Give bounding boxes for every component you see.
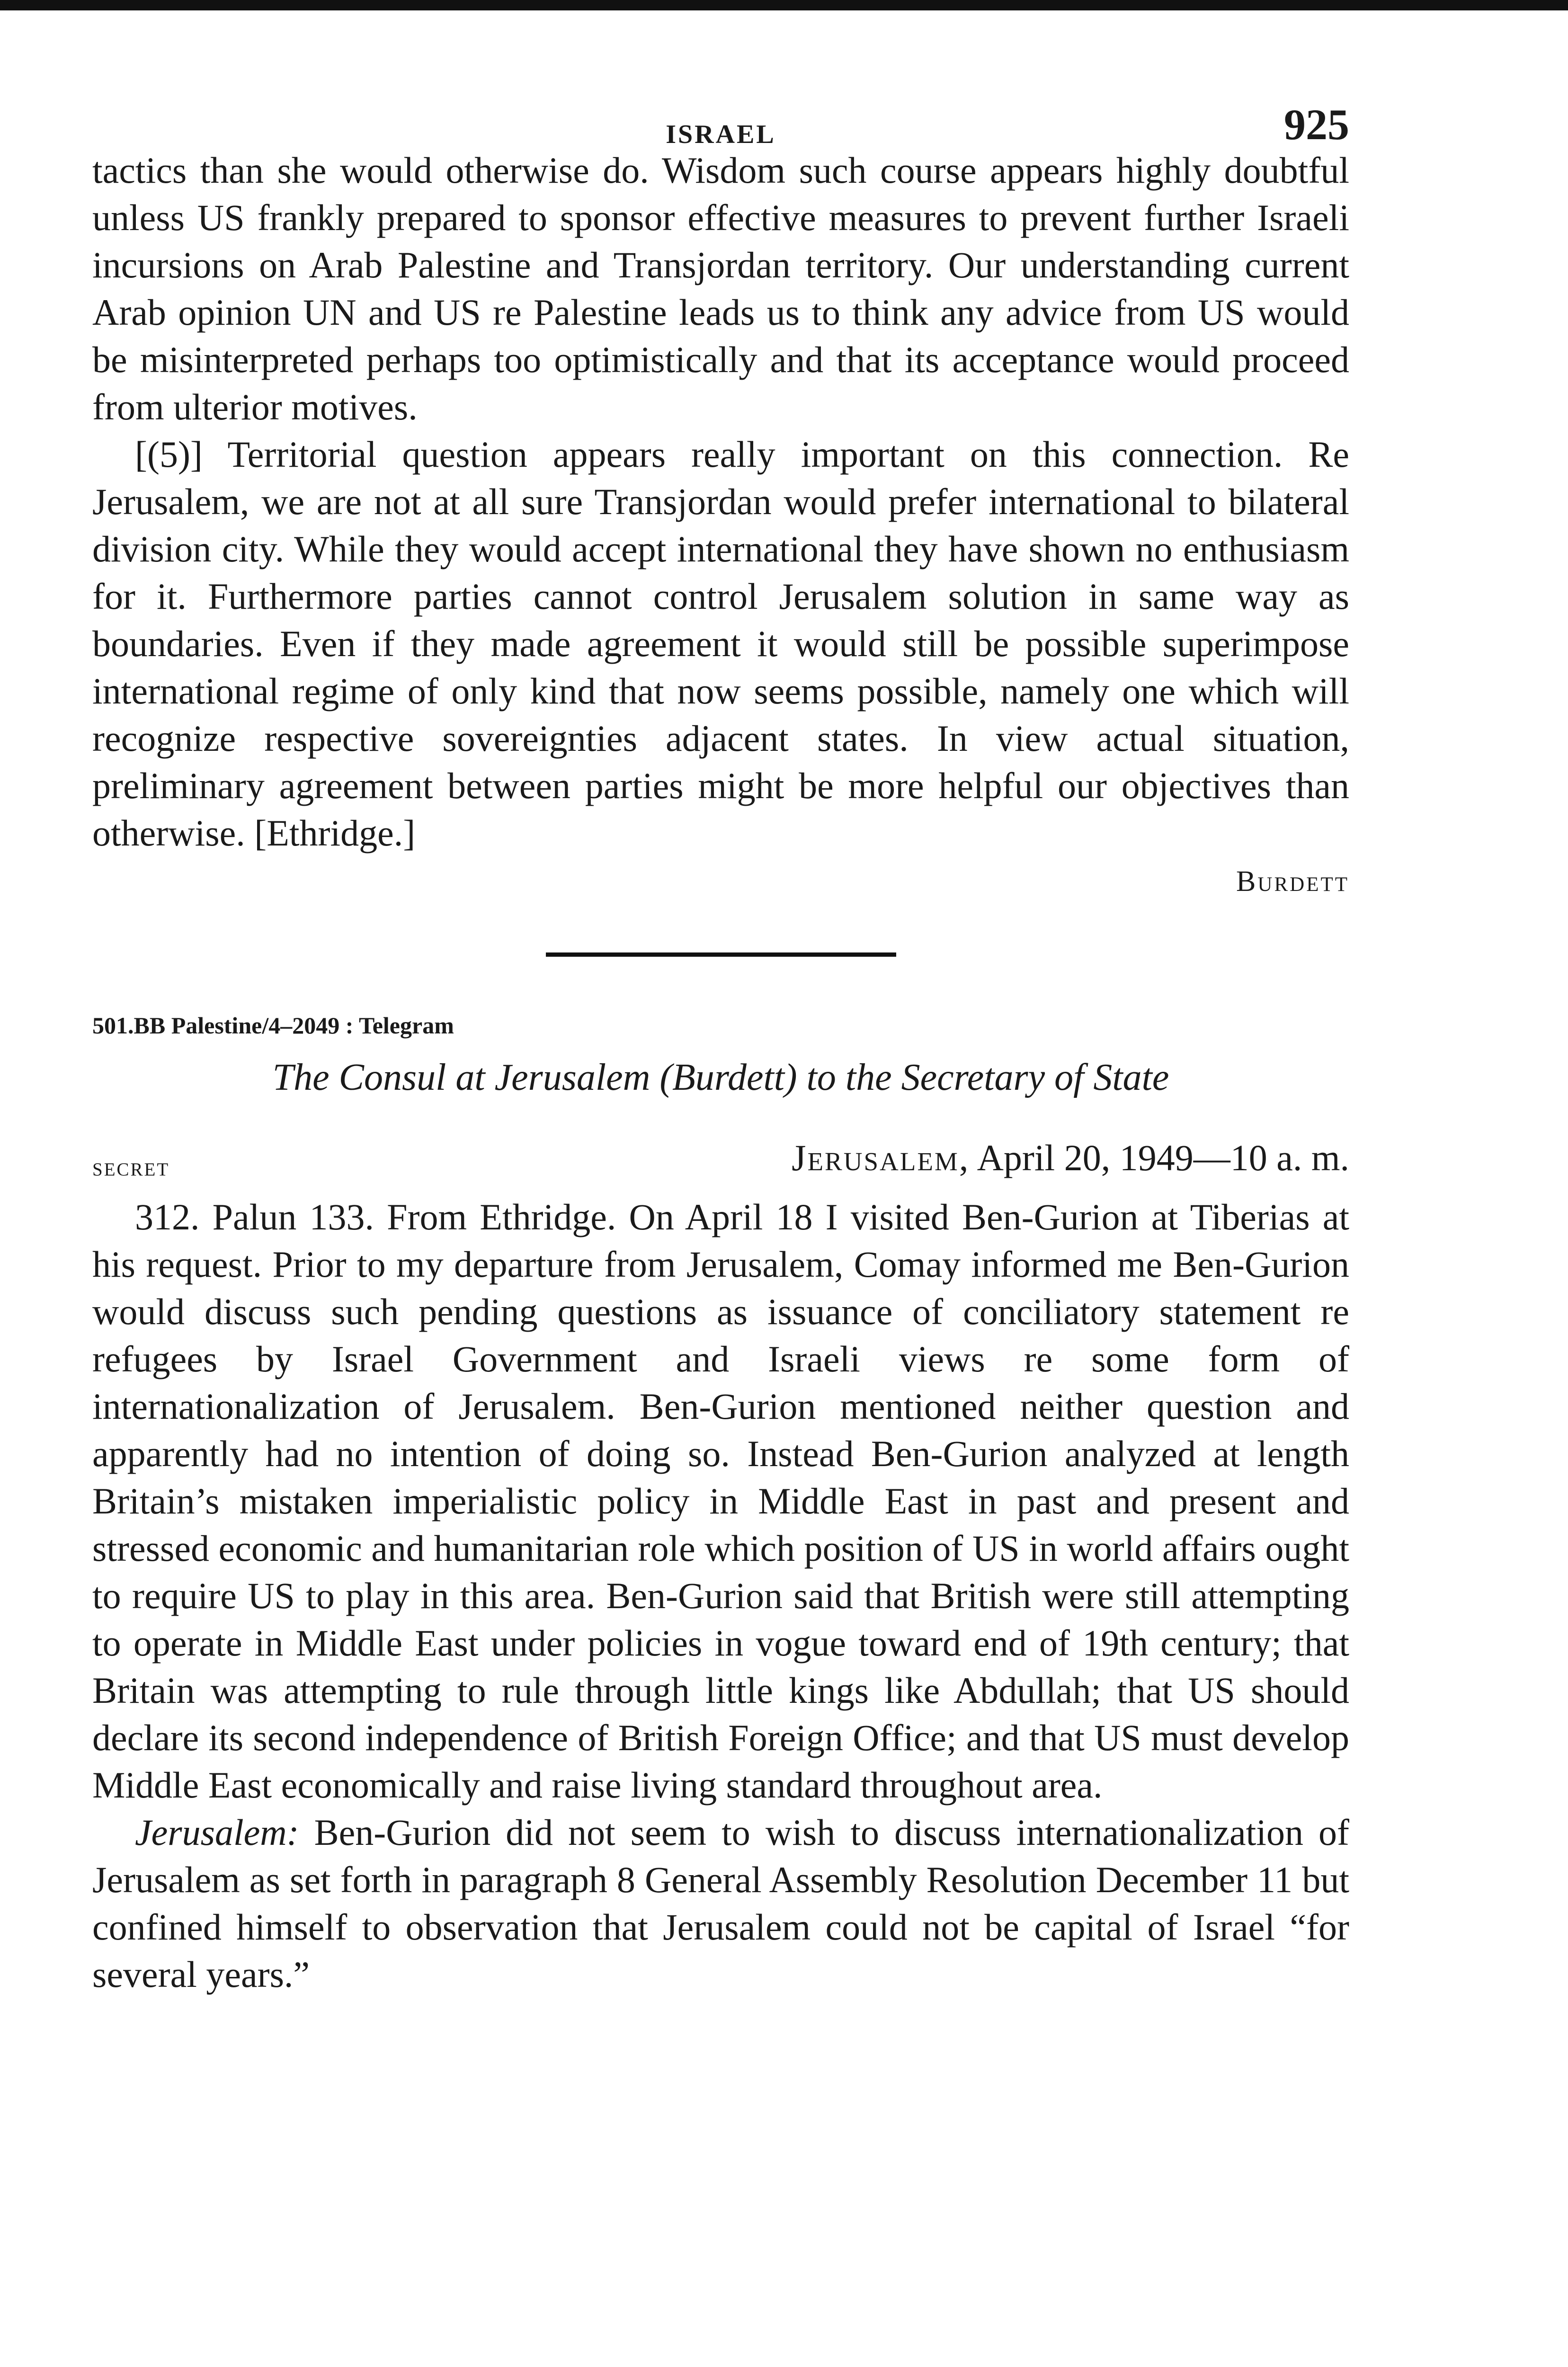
file-reference: 501.BB Palestine/4–2049 : Telegram bbox=[92, 1012, 454, 1039]
dateline bbox=[92, 1127, 1349, 1193]
continued-telegram-text bbox=[92, 147, 1349, 857]
date-label: April 20, 1949—10 a. m. bbox=[977, 1137, 1349, 1178]
classification-label: secret bbox=[92, 1152, 170, 1182]
place-and-date bbox=[792, 1137, 1349, 1179]
running-header bbox=[92, 90, 1349, 147]
telegram-paragraph-1: 312. Palun 133. From Ethridge. On April 18 I visited Ben-Gurion at Tiberias at his request. Prior to my departure from Jerusalem, Comay informed me Ben-Gurion would discuss such pending questions as issuance of conciliatory statement re refugees by Israel Government and Israeli views re some form of internationalization of Jerusalem. Ben-Gurion mentioned neither question and apparently had no intention of doing so. Instead Ben-Gurion analyzed at length Britain’s mistaken imperialistic policy in Middle East in past and present and stressed economic and humanitarian role which position of US in world affairs ought to require US to play in this area. Ben-Gurion said that British were still attempting to operate in Middle East under policies in vogue toward end of 19th century; that Britain was attempting to rule through little kings like Abdullah; that US should declare its second independence of British Foreign Office; and that US must develop Middle East economically and raise living standard throughout area. bbox=[92, 1196, 1349, 1806]
running-title: ISRAEL bbox=[666, 120, 776, 149]
place-label: Jerusalem, bbox=[792, 1137, 970, 1178]
signature-burdett: Burdett bbox=[1236, 865, 1349, 898]
document-page bbox=[92, 90, 1349, 1998]
telegram-paragraph-2-text: Ben-Gurion did not seem to wish to discuss internationalization of Jerusalem as set forth in paragraph 8 General Assembly Resolution December 11 but confined himself to observation that Jerusalem could not be capital of Israel “for several years.” bbox=[92, 1812, 1349, 1995]
telegram-body bbox=[92, 1193, 1349, 1998]
top-edge-rule bbox=[0, 0, 1568, 10]
jerusalem-label: Jerusalem: bbox=[135, 1812, 299, 1853]
telegram-paragraph-2 bbox=[92, 1809, 1349, 1998]
continuation-paragraph-1: tactics than she would otherwise do. Wisdom such course appears highly doubtful unless US frankly prepared to sponsor effective measures to prevent further Israeli incursions on Arab Palestine and Transjordan territory. Our understanding current Arab opinion UN and US re Palestine leads us to think any advice from US would be misinterpreted perhaps too optimistically and that its acceptance would proceed from ulterior motives. bbox=[92, 150, 1349, 427]
continuation-paragraph-2: [(5)] Territorial question appears really important on this connection. Re Jerusalem, we are not at all sure Transjordan would prefer international to bilateral division city. While they would accept international they have shown no enthusiasm for it. Furthermore parties cannot control Jerusalem solution in same way as boundaries. Even if they made agreement it would still be possible superimpose international regime of only kind that now seems possible, namely one which will recognize respective sovereignties adjacent states. In view actual situation, preliminary agreement between parties might be more helpful our objectives than otherwise. [Ethridge.] bbox=[92, 434, 1349, 854]
page-number: 925 bbox=[1284, 100, 1349, 149]
section-divider bbox=[546, 952, 896, 957]
document-heading: The Consul at Jerusalem (Burdett) to the Secretary of State bbox=[272, 1057, 1169, 1098]
